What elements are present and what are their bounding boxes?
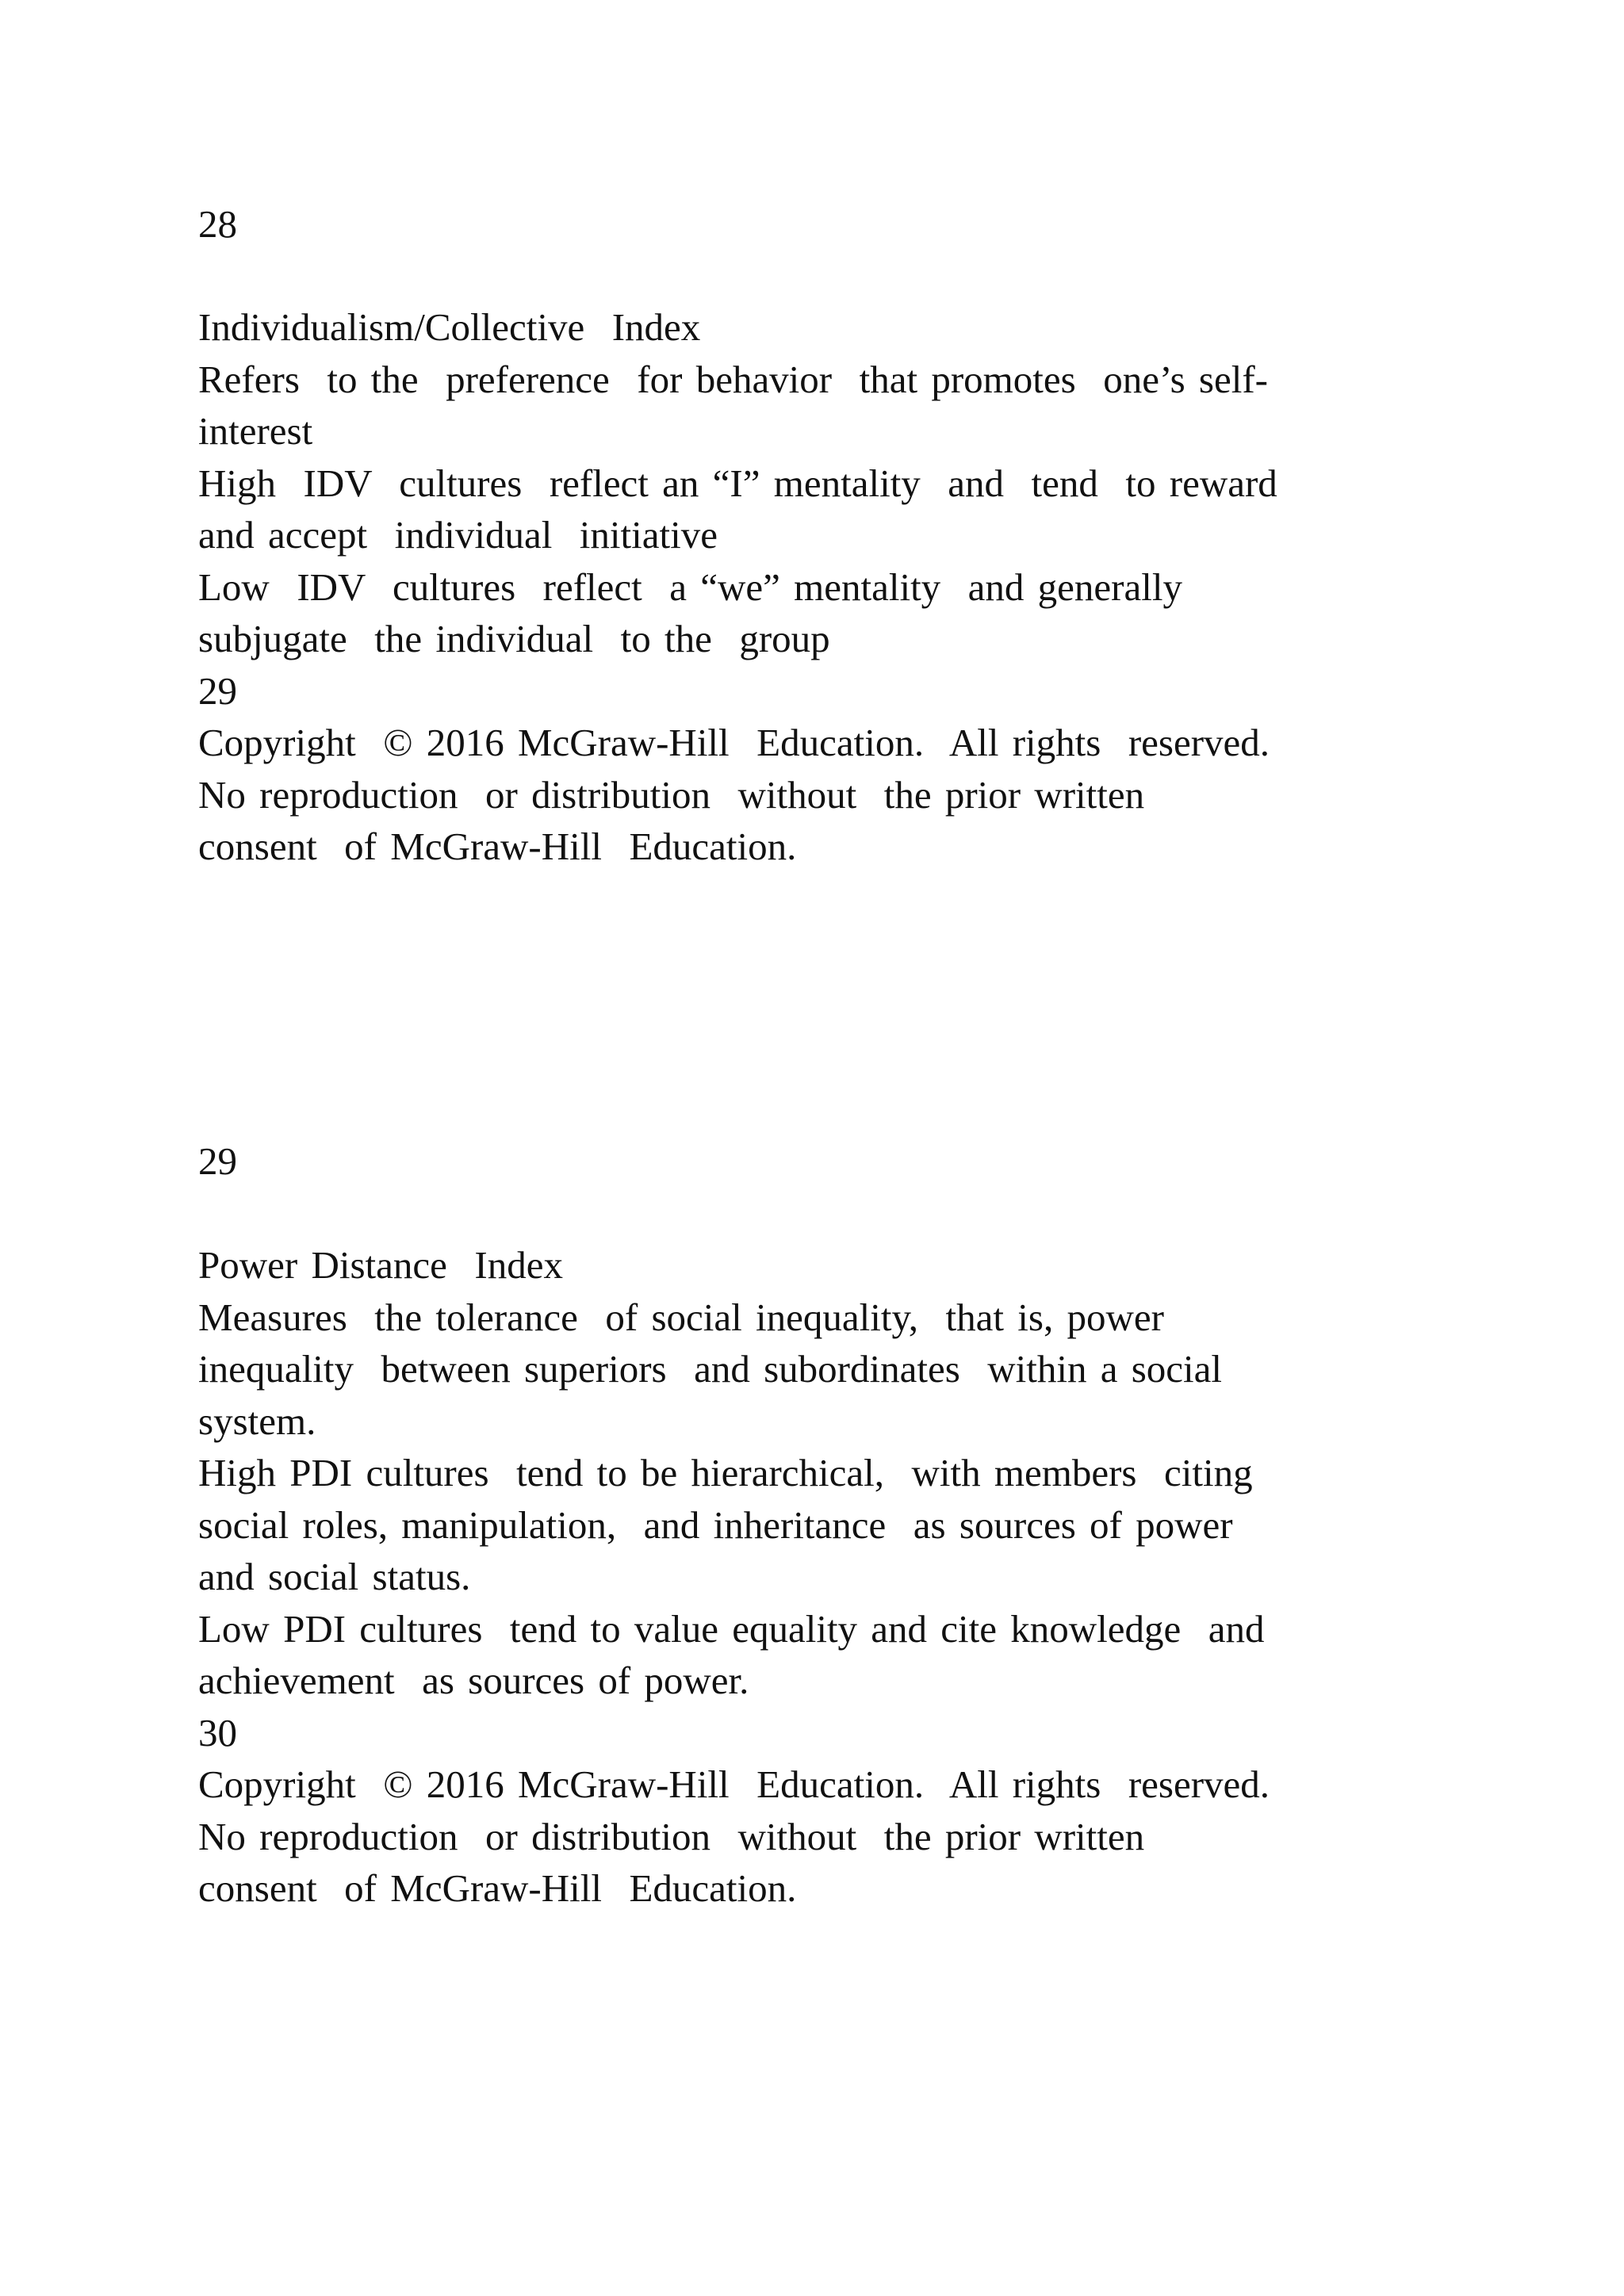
slide-title: Power Distance Index — [198, 1243, 563, 1287]
copyright-line: Copyright © 2016 McGraw-Hill Education. All rights reserved. — [198, 721, 1270, 764]
page-number: 30 — [198, 1710, 237, 1755]
body-line: system. — [198, 1399, 316, 1443]
page-number: 29 — [198, 668, 237, 713]
copyright-line: consent of McGraw-Hill Education. — [198, 825, 797, 868]
body-line: Measures the tolerance of social inequality, that is, power — [198, 1295, 1164, 1339]
slide-title: Individualism/Collective Index — [198, 305, 701, 349]
slide-number: 29 — [198, 1139, 237, 1183]
body-line: Low IDV cultures reflect a “we” mentality and generally — [198, 564, 1182, 609]
body-line: High PDI cultures tend to be hierarchical, with members citing — [198, 1451, 1253, 1494]
body-line: High IDV cultures reflect an “I” mentality and tend to reward — [198, 461, 1277, 505]
copyright-line: No reproduction or distribution without the prior written — [198, 1814, 1145, 1858]
body-line: and social status. — [198, 1555, 471, 1598]
body-line: social roles, manipulation, and inheritance as sources of power — [198, 1502, 1233, 1547]
slide-text-block — [198, 1239, 1483, 1915]
body-line: subjugate the individual to the group — [198, 617, 830, 660]
body-line: inequality between superiors and subordinates within a social — [198, 1347, 1223, 1391]
slide-text-block — [198, 301, 1483, 873]
body-line: Refers to the preference for behavior that promotes one’s self- — [198, 357, 1268, 401]
body-line: interest — [198, 409, 313, 453]
copyright-line: No reproduction or distribution without the prior written — [198, 772, 1145, 817]
copyright-line: consent of McGraw-Hill Education. — [198, 1866, 797, 1910]
slide-number: 28 — [198, 202, 237, 246]
body-line: achievement as sources of power. — [198, 1659, 749, 1702]
body-line: and accept individual initiative — [198, 513, 718, 557]
body-line: Low PDI cultures tend to value equality and cite knowledge and — [198, 1606, 1265, 1651]
copyright-line: Copyright © 2016 McGraw-Hill Education. All rights reserved. — [198, 1762, 1270, 1806]
